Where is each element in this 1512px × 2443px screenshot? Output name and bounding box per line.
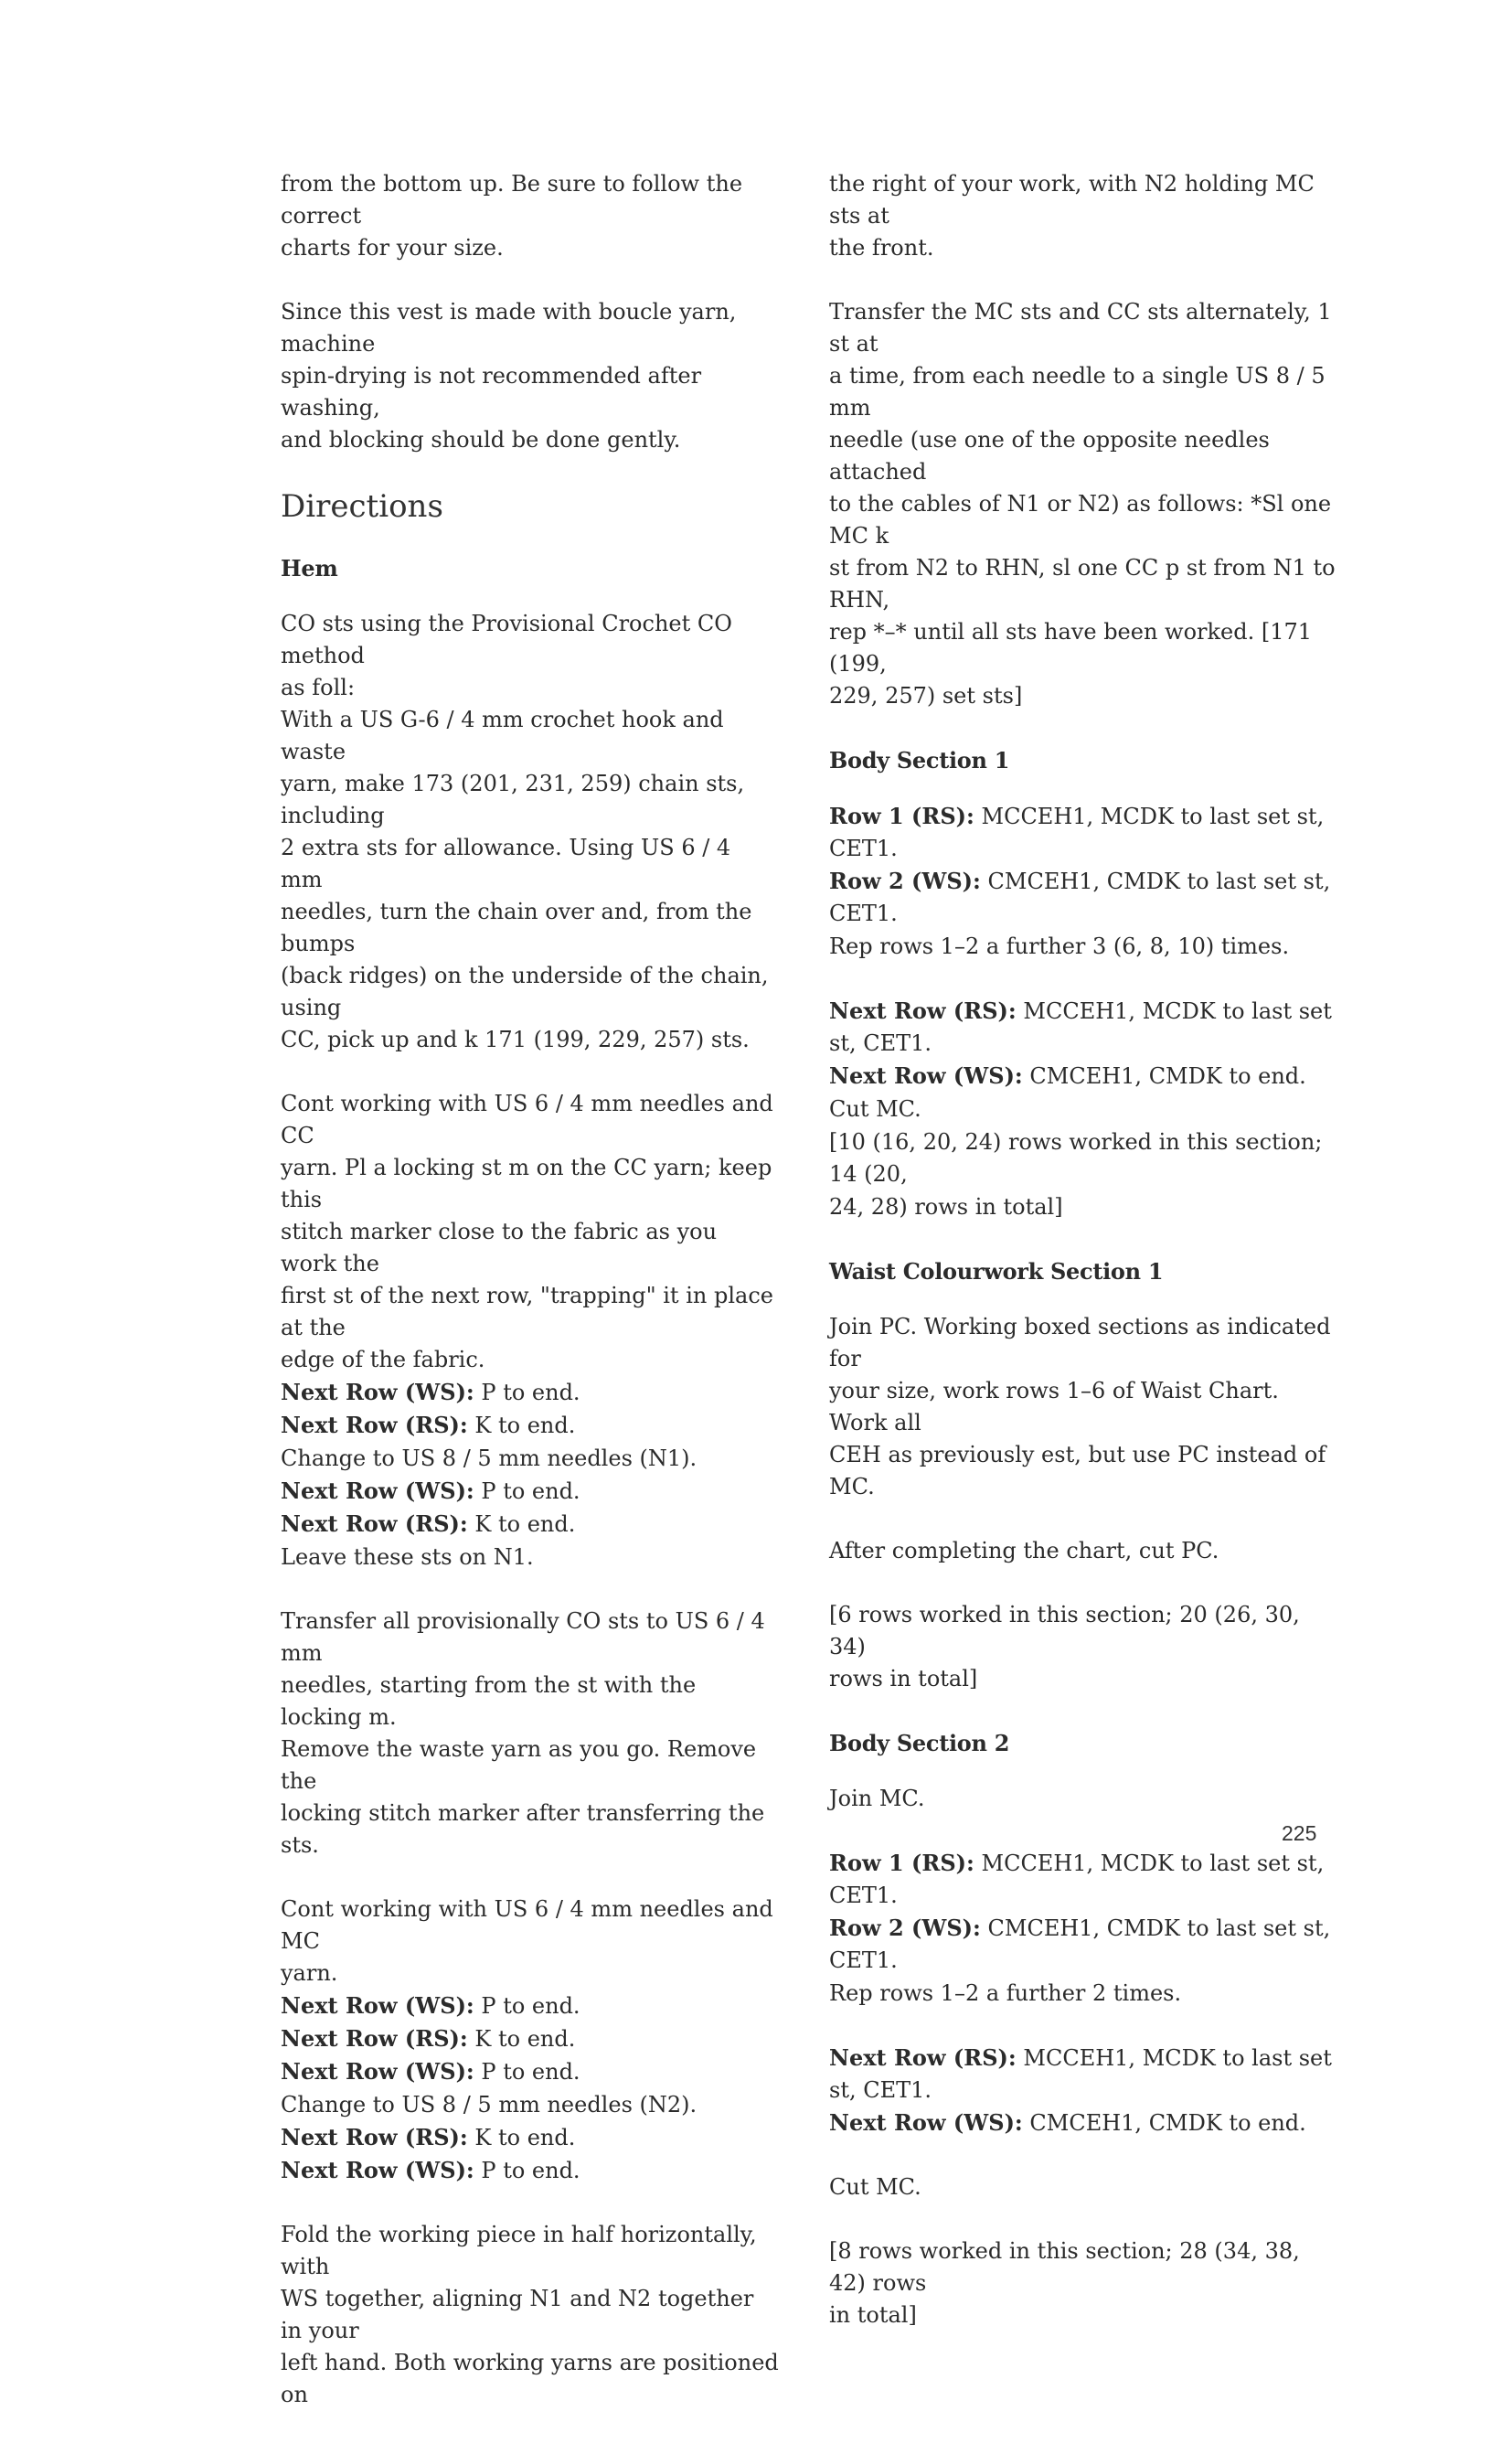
text-line: Join PC. Working boxed sections as indicated for [829,1314,1338,1371]
subheading-body-section-1: Body Section 1 [829,747,1010,773]
text-line: st from N2 to RHN, sl one CC p st from N1 to RHN, [829,555,1343,613]
text-line: yarn, make 173 (201, 231, 259) chain sts, including [281,771,751,828]
text-line: Transfer all provisionally CO sts to US 6 / 4 mm [281,1608,772,1666]
transfer-paragraph [281,1606,779,1862]
subheading-body-section-2: Body Section 2 [829,1730,1010,1756]
body2-join-paragraph [829,1783,1341,1815]
row-instruction: Next Row (WS): CMCEH1, CMDK to end. [829,1062,1306,1089]
text-line: in total] [829,2302,917,2328]
text-line: [6 rows worked in this section; 20 (26, 30, 34) [829,1602,1307,1659]
text-line: CO sts using the Provisional Crochet CO method [281,611,740,668]
text-line: 2 extra sts for allowance. Using US 6 / 4 mm [281,835,738,892]
text-line: to the cables of N1 or N2) as follows: *Sl one MC k [829,491,1338,549]
row-instruction: Next Row (WS): P to end. [281,1379,580,1405]
text-line: spin-drying is not recommended after washing, [281,363,708,421]
right-column [829,168,1341,2363]
text-line: (back ridges) on the underside of the chain, using [281,963,776,1020]
row-instruction: Row 1 (RS): MCCEH1, MCDK to last set st, CET1. [829,1850,1331,1908]
text-line: yarn. Pl a locking st m on the CC yarn; keep this [281,1155,779,1212]
text-line: 229, 257) set sts] [829,683,1023,709]
row-instruction: Next Row (RS): K to end. [281,1510,576,1537]
row-instruction: Next Row (WS): CMCEH1, CMDK to end. [829,2109,1306,2136]
subheading-hem: Hem [281,555,338,581]
row-instruction: 24, 28) rows in total] [829,1194,1063,1220]
text-line: stitch marker close to the fabric as you work the [281,1219,724,1276]
text-line: rep *–* until all sts have been worked. [171 (199, [829,619,1319,677]
text-line: Cut MC. [829,2174,921,2200]
text-line: first st of the next row, "trapping" it in place at the [281,1283,781,1340]
row-instruction: Rep rows 1–2 a further 2 times. [829,1980,1182,2006]
section-heading-directions: Directions [281,488,443,525]
row-instruction: Leave these sts on N1. [281,1544,534,1570]
text-line: After completing the chart, cut PC. [829,1538,1219,1563]
text-line: needles, turn the chain over and, from the bumps [281,899,760,956]
care-paragraph [281,296,779,456]
text-line: your size, work rows 1–6 of Waist Chart. Work all [829,1378,1286,1435]
row-instruction: Cut MC. [829,1096,921,1122]
row-instruction: Next Row (WS): P to end. [281,1992,580,2019]
text-line: CEH as previously est, but use PC instead of MC. [829,1442,1333,1499]
page-number: 225 [1282,1821,1317,1845]
row-instruction: Row 2 (WS): CMCEH1, CMDK to last set st, CET1. [829,868,1337,926]
row-instruction: Row 1 (RS): MCCEH1, MCDK to last set st, CET1. [829,803,1331,861]
row-instruction: [10 (16, 20, 24) rows worked in this section; 14 (20, [829,1129,1330,1187]
text-line: the front. [829,235,934,261]
row-instruction: Next Row (WS): P to end. [281,2058,580,2085]
body2-rows-b [829,2042,1341,2139]
text-line: needles, starting from the st with the locking m. [281,1672,703,1730]
text-line: Join MC. [829,1786,925,1811]
text-line: locking stitch marker after transferring the sts. [281,1800,772,1858]
text-line: rows in total] [829,1666,978,1691]
row-instruction: Next Row (RS): MCCEH1, MCDK to last set st, CET1. [829,2044,1339,2103]
row-instruction: Row 2 (WS): CMCEH1, CMDK to last set st, CET1. [829,1915,1337,1973]
text-line: and blocking should be done gently. [281,427,681,453]
intro-paragraph [281,168,779,264]
text-line: a time, from each needle to a single US 8 / 5 mm [829,363,1333,421]
fold-paragraph [281,2219,786,2411]
waist-paragraph [829,1311,1341,1503]
fold-continued-paragraph [829,168,1341,264]
hem-cast-on-paragraph [281,608,779,1056]
text-line: the right of your work, with N2 holding MC sts at [829,171,1322,229]
row-instruction: Next Row (RS): MCCEH1, MCDK to last set st, CET1. [829,997,1339,1056]
text-line: Transfer the MC sts and CC sts alternately, 1 st at [829,299,1339,357]
text-line: Cont working with US 6 / 4 mm needles and MC [281,1896,781,1954]
text-line: Remove the waste yarn as you go. Remove the [281,1736,763,1794]
row-instruction: Change to US 8 / 5 mm needles (N1). [281,1446,697,1471]
text-line: Fold the working piece in half horizontally, with [281,2222,764,2279]
row-instruction: Change to US 8 / 5 mm needles (N2). [281,2092,697,2118]
body2-cut-paragraph [829,2171,1341,2203]
text-line: needle (use one of the opposite needles attached [829,427,1277,485]
waist-cut-paragraph [829,1535,1341,1567]
text-line: WS together, aligning N1 and N2 together in your [281,2286,761,2343]
body2-count-paragraph [829,2235,1341,2331]
text-line: edge of the fabric. [281,1347,485,1372]
text-line: [8 rows worked in this section; 28 (34, 38, 42) rows [829,2238,1307,2296]
text-line: charts for your size. [281,235,504,261]
text-line: CC, pick up and k 171 (199, 229, 257) sts. [281,1027,750,1052]
row-instruction: Next Row (WS): P to end. [281,2157,580,2183]
subheading-waist-colourwork: Waist Colourwork Section 1 [829,1258,1164,1285]
waist-count-paragraph [829,1599,1341,1695]
row-instruction: Next Row (WS): P to end. [281,1478,580,1504]
body1-rows-b [829,995,1341,1223]
body1-rows [829,800,1341,963]
text-line: With a US G-6 / 4 mm crochet hook and waste [281,707,731,764]
left-column [281,168,786,2443]
text-line: yarn. [281,1960,338,1986]
text-line: Cont working with US 6 / 4 mm needles and CC [281,1091,781,1148]
alternate-transfer-paragraph [829,296,1341,712]
row-instruction: Next Row (RS): K to end. [281,2124,576,2150]
text-line: left hand. Both working yarns are positioned on [281,2350,786,2407]
row-instruction: Rep rows 1–2 a further 3 (6, 8, 10) times. [829,933,1290,959]
hem-cc-paragraph [281,1088,779,1574]
row-instruction: Next Row (RS): K to end. [281,1412,576,1438]
text-line: as foll: [281,675,356,700]
text-line: from the bottom up. Be sure to follow the correct [281,171,750,229]
body2-rows [829,1847,1341,2010]
text-line: Since this vest is made with boucle yarn, machine [281,299,744,357]
row-instruction: Next Row (RS): K to end. [281,2025,576,2052]
hem-mc-paragraph [281,1894,779,2187]
